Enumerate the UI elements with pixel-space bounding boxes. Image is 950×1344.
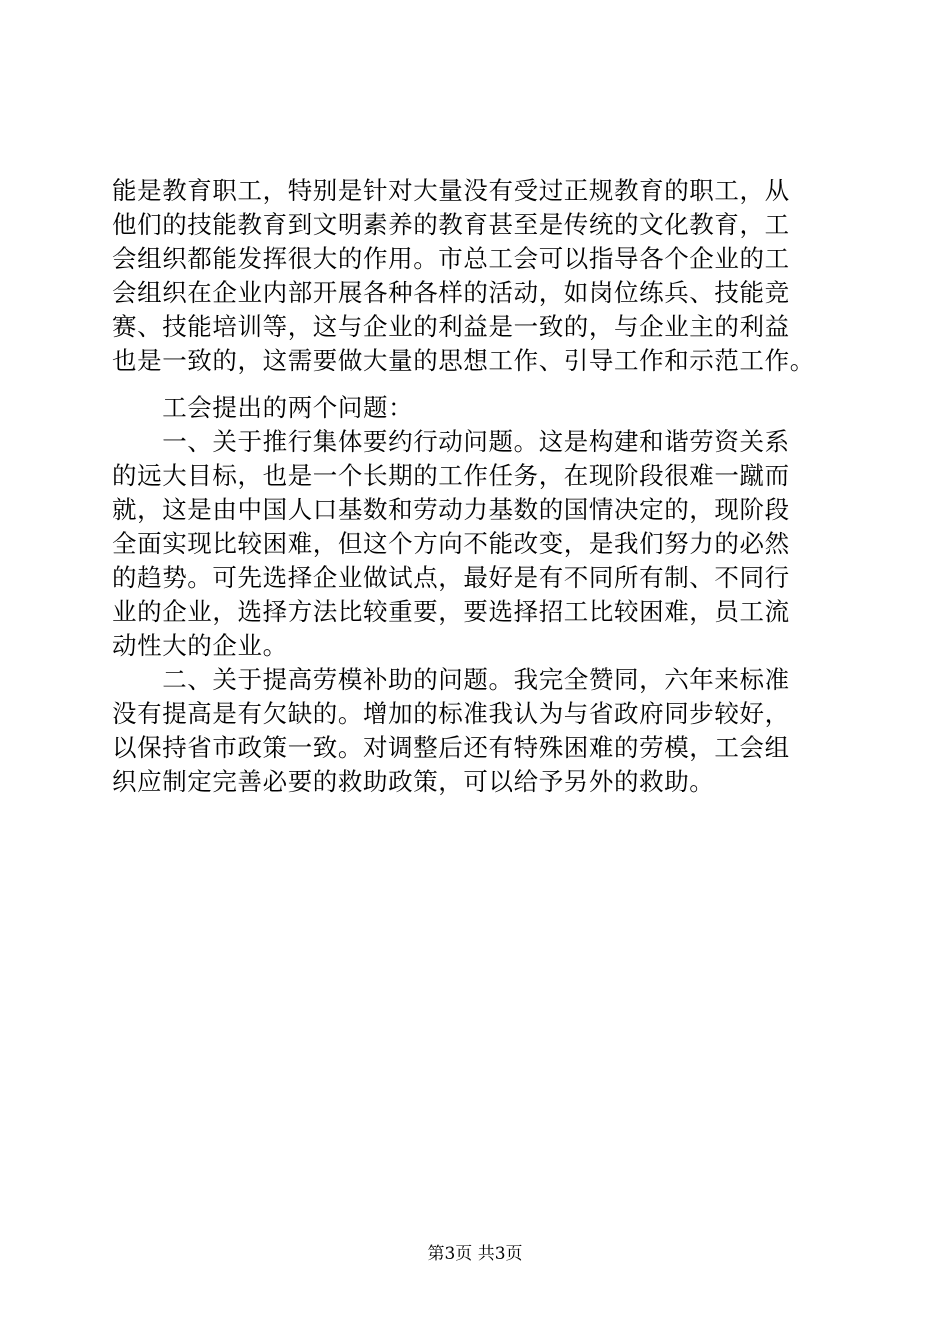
continued-paragraph — [112, 174, 842, 378]
text-line: 赛、技能培训等，这与企业的利益是一致的，与企业主的利益 — [112, 312, 790, 341]
text-line: 全面实现比较困难，但这个方向不能改变，是我们努力的必然 — [112, 529, 790, 558]
text-line: 能是教育职工，特别是针对大量没有受过正规教育的职工，从 — [112, 176, 790, 205]
text-line: 他们的技能教育到文明素养的教育甚至是传统的文化教育，工 — [112, 210, 790, 239]
text-line: 会组织在企业内部开展各种各样的活动，如岗位练兵、技能竞 — [112, 278, 790, 307]
text-line: 没有提高是有欠缺的。增加的标准我认为与省政府同步较好， — [112, 699, 790, 728]
text-line: 也是一致的，这需要做大量的思想工作、引导工作和示范工作。 — [112, 346, 815, 375]
text-line: 以保持省市政策一致。对调整后还有特殊困难的劳模，工会组 — [112, 733, 790, 762]
page-footer — [0, 1243, 950, 1265]
text-line: 二、关于提高劳模补助的问题。我完全赞同，六年来标准 — [112, 665, 790, 694]
text-line: 就，这是由中国人口基数和劳动力基数的国情决定的，现阶段 — [112, 495, 790, 524]
text-line: 业的企业，选择方法比较重要，要选择招工比较困难，员工流 — [112, 597, 790, 626]
text-line: 动性大的企业。 — [112, 631, 288, 660]
page-number: 第3页 共3页 — [427, 1244, 523, 1264]
section-heading: 工会提出的两个问题： — [112, 393, 414, 422]
text-line: 会组织都能发挥很大的作用。市总工会可以指导各个企业的工 — [112, 244, 790, 273]
text-line: 一、关于推行集体要约行动问题。这是构建和谐劳资关系 — [112, 427, 790, 456]
issues-section — [112, 391, 842, 799]
text-line: 织应制定完善必要的救助政策，可以给予另外的救助。 — [112, 767, 715, 796]
text-line: 的远大目标，也是一个长期的工作任务，在现阶段很难一蹴而 — [112, 461, 790, 490]
text-line: 的趋势。可先选择企业做试点，最好是有不同所有制、不同行 — [112, 563, 790, 592]
